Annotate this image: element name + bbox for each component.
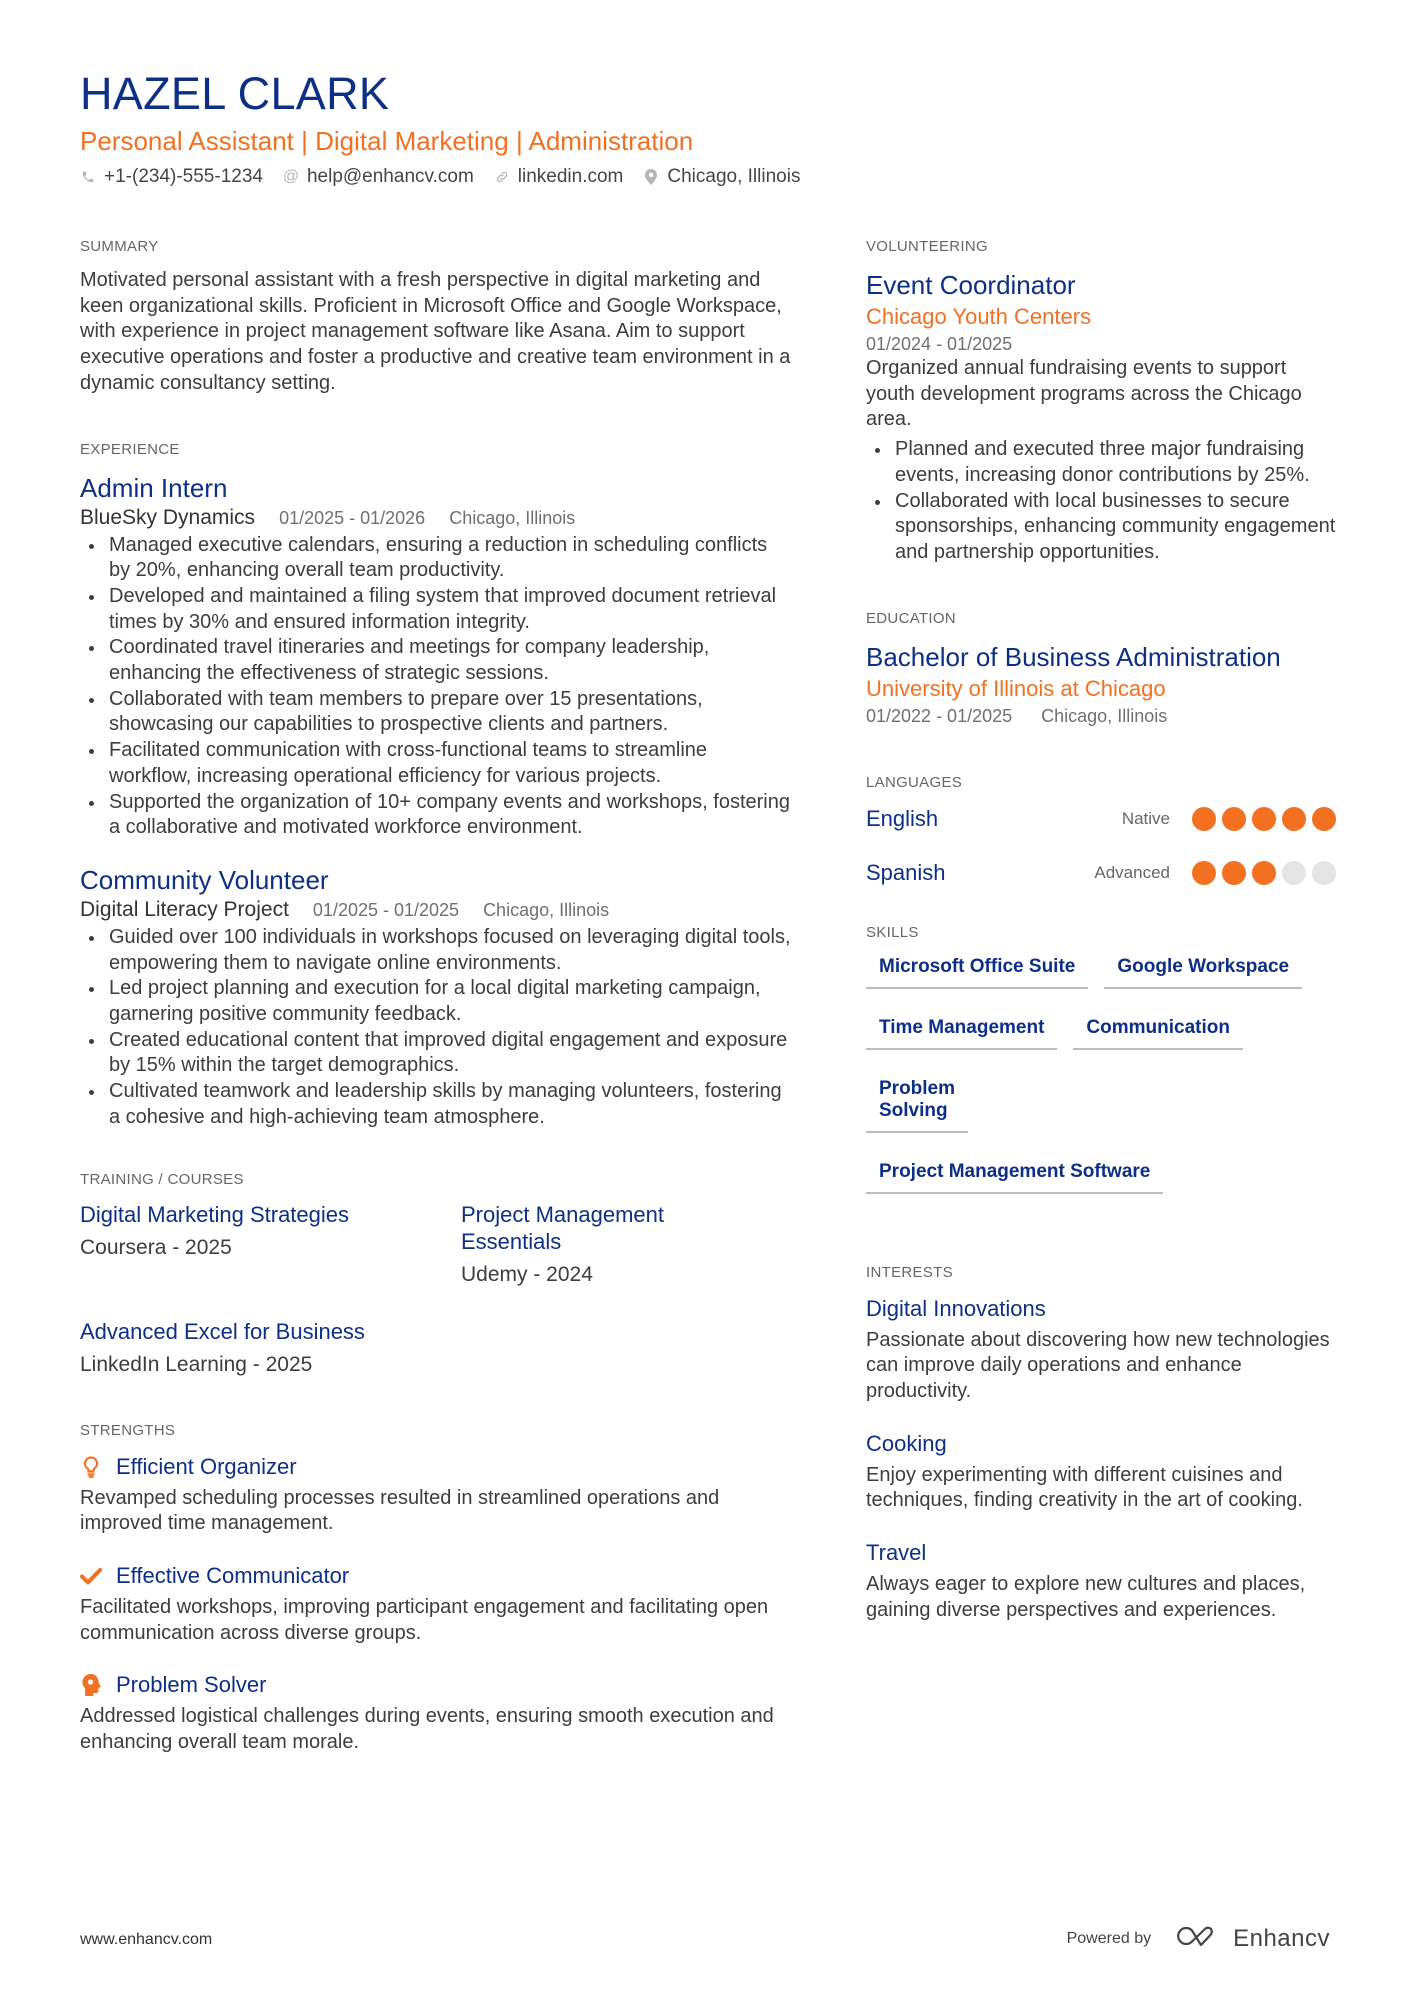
bullet-item: Collaborated with team members to prepare over 15 presentations, showcasing our capabilities to prospective clients and partners. xyxy=(80,687,792,738)
interest-title: Cooking xyxy=(866,1430,947,1456)
head-gear-icon xyxy=(80,1673,102,1697)
contact-email[interactable] xyxy=(283,164,474,190)
rating-dot-empty xyxy=(1282,861,1306,885)
skill-tag: Google Workspace xyxy=(1104,948,1302,989)
rating-dot-filled xyxy=(1222,861,1246,885)
rating-dot-filled xyxy=(1282,807,1306,831)
powered-by-label: Powered by xyxy=(1066,1929,1152,1947)
phone-icon xyxy=(80,169,96,185)
job-meta xyxy=(80,897,792,923)
language-name: English xyxy=(866,805,939,831)
rating-dot-filled xyxy=(1222,807,1246,831)
education-meta xyxy=(866,704,1336,728)
skills-section xyxy=(866,924,1336,1214)
rating-dot-filled xyxy=(1312,807,1336,831)
skill-tag: Problem Solving xyxy=(866,1070,968,1133)
rating-dot-filled xyxy=(1252,861,1276,885)
interests-section xyxy=(866,1264,1336,1624)
job-bullets xyxy=(80,925,792,1131)
rating-dot-empty xyxy=(1312,861,1336,885)
section-title: SUMMARY xyxy=(80,238,159,255)
resume-header xyxy=(80,66,1340,190)
right-column xyxy=(866,238,1336,1664)
rating-dot-filled xyxy=(1192,807,1216,831)
job-bullets xyxy=(80,533,792,841)
section-title: EXPERIENCE xyxy=(80,440,180,458)
at-sign-icon: @ xyxy=(282,168,300,185)
strength-title: Effective Communicator xyxy=(116,1562,350,1588)
strengths-section xyxy=(80,1422,792,1756)
strength-desc: Facilitated workshops, improving participant engagement and facilitating open communication across diverse groups. xyxy=(80,1595,769,1644)
location-pin-icon xyxy=(643,169,659,185)
section-title: VOLUNTEERING xyxy=(866,238,988,255)
interest-desc: Passionate about discovering how new technologies can improve daily operations and enhance productivity. xyxy=(866,1328,1330,1403)
left-column xyxy=(80,238,792,1796)
email-text[interactable]: help@enhancv.com xyxy=(306,166,474,187)
strength-heading xyxy=(80,1670,792,1700)
interest-item xyxy=(866,1429,1336,1514)
language-name: Spanish xyxy=(866,859,946,885)
interest-desc: Always eager to explore new cultures and places, gaining diverse perspectives and experiences. xyxy=(866,1573,1306,1621)
interest-item xyxy=(866,1538,1336,1623)
education-section xyxy=(866,610,1336,728)
contact-linkedin[interactable] xyxy=(494,164,624,190)
job-dates: 01/2025 - 01/2026 xyxy=(279,507,426,528)
volunteer-role: Event Coordinator xyxy=(866,270,1076,300)
languages-section xyxy=(866,774,1336,888)
job-title: Admin Intern xyxy=(80,472,228,503)
section-title: SKILLS xyxy=(866,923,919,941)
enhancv-logo-icon xyxy=(1177,1924,1223,1953)
course-title: Digital Marketing Strategies xyxy=(80,1201,350,1227)
bullet-item: Facilitated communication with cross-functional teams to streamline workflow, increasing operational efficiency for various projects. xyxy=(80,738,792,789)
strength-item xyxy=(80,1452,792,1537)
experience-section xyxy=(80,441,792,1131)
summary-text: Motivated personal assistant with a fresh perspective in digital marketing and keen organizational skills. Proficient in Microsoft Office and Google Workspace, with experience in project management software like Asana. Aim to support executive operations and foster a productive and creative team environment in a dynamic consultancy setting. xyxy=(80,269,791,394)
language-item xyxy=(866,804,1336,834)
company-name: Digital Literacy Project xyxy=(80,897,289,921)
bullet-item: Coordinated travel itineraries and meetings for company leadership, enhancing the effectiveness of strategic sessions. xyxy=(80,635,792,686)
contact-row xyxy=(80,164,1340,190)
section-title: TRAINING / COURSES xyxy=(80,1170,244,1188)
school: University of Illinois at Chicago xyxy=(866,675,1166,701)
course-item xyxy=(80,1201,461,1288)
education-dates: 01/2022 - 01/2025 xyxy=(866,705,1013,726)
location-text: Chicago, Illinois xyxy=(667,166,801,187)
lightbulb-icon xyxy=(80,1455,102,1479)
footer-powered-by xyxy=(1067,1924,1330,1953)
footer-website[interactable]: www.enhancv.com xyxy=(80,1931,213,1948)
skill-tag: Project Management Software xyxy=(866,1153,1163,1194)
summary-section xyxy=(80,238,792,397)
volunteer-dates: 01/2024 - 01/2025 xyxy=(866,334,1013,354)
volunteering-section xyxy=(866,238,1336,566)
job-location: Chicago, Illinois xyxy=(483,899,610,920)
company-name: BlueSky Dynamics xyxy=(80,505,256,529)
candidate-name: HAZEL CLARK xyxy=(80,68,390,119)
skill-tag: Time Management xyxy=(866,1009,1057,1050)
job-dates: 01/2025 - 01/2025 xyxy=(312,899,460,920)
experience-item xyxy=(80,863,792,1131)
enhancv-brand[interactable] xyxy=(1177,1924,1330,1953)
headline: Personal Assistant | Digital Marketing | Administration xyxy=(80,126,694,156)
section-title: LANGUAGES xyxy=(866,773,963,791)
course-provider: Coursera - 2025 xyxy=(80,1235,232,1259)
bullet-item: Supported the organization of 10+ company events and workshops, fostering a collaborative and motivated workforce environment. xyxy=(80,790,792,841)
strength-heading xyxy=(80,1561,792,1591)
bullet-item: Planned and executed three major fundraising events, increasing donor contributions by 25%. xyxy=(866,437,1336,488)
bullet-item: Developed and maintained a filing system that improved document retrieval times by 30% and ensured information integrity. xyxy=(80,584,792,635)
volunteer-bullets xyxy=(866,437,1336,566)
section-title: STRENGTHS xyxy=(80,1421,176,1439)
degree: Bachelor of Business Administration xyxy=(866,641,1281,672)
course-item xyxy=(461,1201,792,1288)
linkedin-text[interactable]: linkedin.com xyxy=(517,166,624,187)
strength-heading xyxy=(80,1452,792,1482)
interest-title: Travel xyxy=(866,1540,927,1566)
checkmark-icon xyxy=(80,1564,102,1588)
bullet-item: Guided over 100 individuals in workshops focused on leveraging digital tools, empowering them to navigate online environments. xyxy=(80,925,792,976)
volunteer-org: Chicago Youth Centers xyxy=(866,304,1092,329)
course-title: Advanced Excel for Business xyxy=(80,1318,365,1344)
interest-item xyxy=(866,1294,1336,1405)
strength-title: Efficient Organizer xyxy=(116,1453,297,1479)
job-meta xyxy=(80,505,792,531)
language-rating xyxy=(1186,861,1336,885)
skill-tag: Microsoft Office Suite xyxy=(866,948,1088,989)
phone-text: +1-(234)-555-1234 xyxy=(104,166,263,187)
interest-desc: Enjoy experimenting with different cuisines and techniques, finding creativity in the art of cooking. xyxy=(866,1463,1303,1512)
skills-list xyxy=(866,948,1336,1214)
contact-location xyxy=(643,164,800,190)
language-item xyxy=(866,858,1336,888)
language-rating xyxy=(1186,807,1336,831)
strength-item xyxy=(80,1670,792,1755)
bullet-item: Cultivated teamwork and leadership skills by managing volunteers, fostering a cohesive and high-achieving team atmosphere. xyxy=(80,1079,792,1130)
bullet-item: Managed executive calendars, ensuring a reduction in scheduling conflicts by 20%, enhancing overall team productivity. xyxy=(80,533,792,584)
course-item xyxy=(80,1318,461,1378)
strength-title: Problem Solver xyxy=(116,1672,267,1698)
job-title: Community Volunteer xyxy=(80,864,329,895)
experience-item xyxy=(80,471,792,841)
contact-phone xyxy=(80,164,263,190)
link-icon xyxy=(494,169,510,185)
bullet-item: Collaborated with local businesses to secure sponsorships, enhancing community engagement and partnership opportunities. xyxy=(866,489,1336,566)
brand-name: Enhancv xyxy=(1233,1924,1330,1952)
course-provider: Udemy - 2024 xyxy=(461,1262,593,1286)
volunteer-desc: Organized annual fundraising events to support youth development programs across the Chicago area. xyxy=(866,357,1302,431)
course-provider: LinkedIn Learning - 2025 xyxy=(80,1352,313,1376)
course-title: Project Management Essentials xyxy=(461,1201,664,1254)
education-location: Chicago, Illinois xyxy=(1041,705,1168,726)
language-level: Advanced xyxy=(1094,862,1170,882)
strength-desc: Revamped scheduling processes resulted in streamlined operations and improved time management. xyxy=(80,1486,720,1535)
skill-tag: Communication xyxy=(1073,1009,1243,1050)
rating-dot-filled xyxy=(1192,861,1216,885)
interest-title: Digital Innovations xyxy=(866,1295,1046,1321)
section-title: INTERESTS xyxy=(866,1263,953,1281)
training-section xyxy=(80,1171,792,1378)
job-location: Chicago, Illinois xyxy=(449,507,576,528)
rating-dot-filled xyxy=(1252,807,1276,831)
section-title: EDUCATION xyxy=(866,609,956,627)
strength-item xyxy=(80,1561,792,1646)
courses-grid xyxy=(80,1201,792,1378)
strength-desc: Addressed logistical challenges during events, ensuring smooth execution and enhancing overall team morale. xyxy=(80,1705,774,1754)
bullet-item: Created educational content that improved digital engagement and exposure by 15% within the target demographics. xyxy=(80,1028,792,1079)
language-level: Native xyxy=(1121,808,1170,828)
bullet-item: Led project planning and execution for a local digital marketing campaign, garnering positive community feedback. xyxy=(80,976,792,1027)
